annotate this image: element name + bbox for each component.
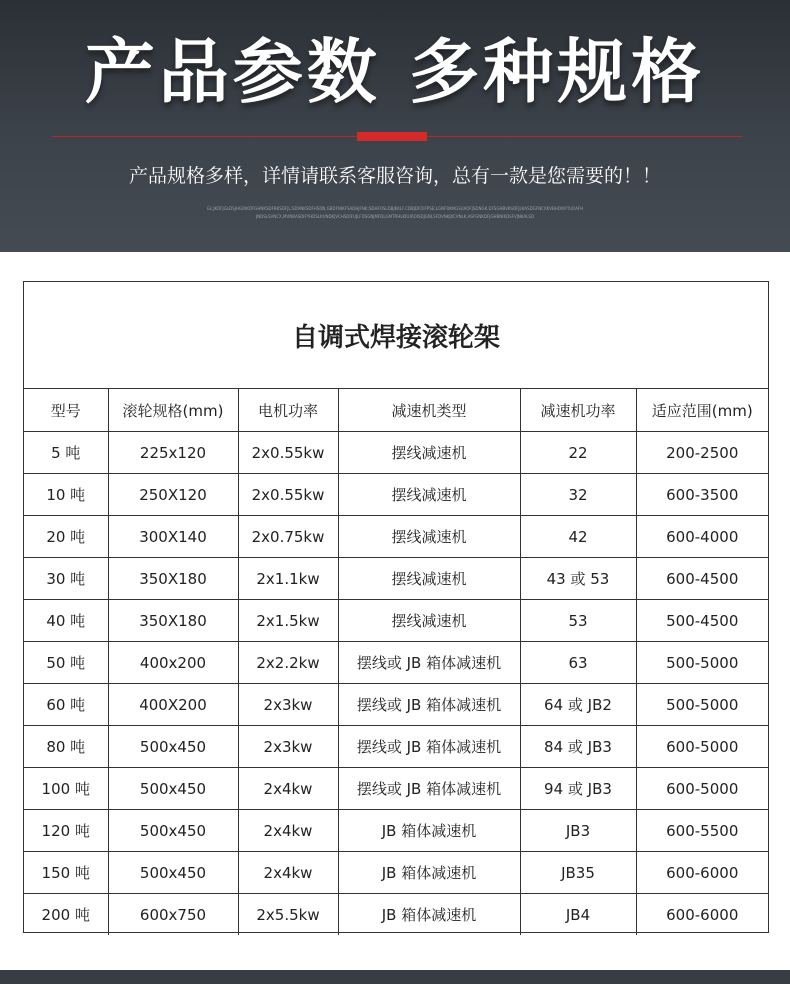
cell-reducer-type: JB 箱体减速机 [338, 852, 520, 894]
header-reducer-type: 减速机类型 [338, 389, 520, 432]
cell-roller-spec: 350X180 [108, 558, 238, 600]
table-row [24, 810, 768, 852]
cell-reducer-type: 摆线或 JB 箱体减速机 [338, 726, 520, 768]
cell-model: 20 吨 [24, 516, 108, 558]
spec-table-container [23, 281, 769, 933]
cell-range: 600-5000 [636, 768, 768, 810]
header-model: 型号 [24, 389, 108, 432]
cell-range: 500-5000 [636, 642, 768, 684]
cell-reducer-power: 22 [520, 432, 636, 474]
cell-roller-spec: 500x450 [108, 768, 238, 810]
table-title: 自调式焊接滚轮架 [24, 282, 768, 389]
table-header-row [24, 389, 768, 432]
table-row [24, 558, 768, 600]
table-row [24, 642, 768, 684]
banner-title: 产品参数 多种规格 [84, 31, 706, 113]
table-row [24, 684, 768, 726]
cell-range: 600-5000 [636, 726, 768, 768]
cell-range: 500-4500 [636, 600, 768, 642]
divider-accent [357, 132, 427, 141]
cell-reducer-power: 53 [520, 600, 636, 642]
cell-model: 50 吨 [24, 642, 108, 684]
cell-reducer-type: 摆线或 JB 箱体减速机 [338, 768, 520, 810]
cell-range: 600-4000 [636, 516, 768, 558]
cell-reducer-type: 摆线或 JB 箱体减速机 [338, 684, 520, 726]
table-body [24, 432, 768, 936]
cell-range: 200-2500 [636, 432, 768, 474]
cell-reducer-power: 42 [520, 516, 636, 558]
cell-range: 600-6000 [636, 852, 768, 894]
cell-range: 500-5000 [636, 684, 768, 726]
cell-motor-power: 2x3kw [238, 684, 338, 726]
cell-roller-spec: 400X200 [108, 684, 238, 726]
cell-roller-spec: 500x450 [108, 810, 238, 852]
table-row [24, 726, 768, 768]
header-range: 适应范围(mm) [636, 389, 768, 432]
cell-motor-power: 2x1.5kw [238, 600, 338, 642]
cell-reducer-power: JB3 [520, 810, 636, 852]
cell-reducer-type: 摆线减速机 [338, 558, 520, 600]
cell-reducer-power: 43 或 53 [520, 558, 636, 600]
cell-range: 600-5500 [636, 810, 768, 852]
cell-reducer-power: 63 [520, 642, 636, 684]
table-row [24, 432, 768, 474]
cell-reducer-type: JB 箱体减速机 [338, 810, 520, 852]
cell-roller-spec: 600x750 [108, 894, 238, 936]
cell-model: 30 吨 [24, 558, 108, 600]
cell-reducer-power: 64 或 JB2 [520, 684, 636, 726]
table-row [24, 516, 768, 558]
header-motor-power: 电机功率 [238, 389, 338, 432]
header-banner [0, 0, 790, 252]
cell-reducer-power: JB35 [520, 852, 636, 894]
cell-reducer-power: JB4 [520, 894, 636, 936]
cell-motor-power: 2x3kw [238, 726, 338, 768]
cell-model: 60 吨 [24, 684, 108, 726]
table-row [24, 768, 768, 810]
cell-range: 600-4500 [636, 558, 768, 600]
cell-motor-power: 2x4kw [238, 768, 338, 810]
cell-model: 200 吨 [24, 894, 108, 936]
cell-roller-spec: 350X180 [108, 600, 238, 642]
cell-motor-power: 2x0.55kw [238, 474, 338, 516]
cell-motor-power: 2x5.5kw [238, 894, 338, 936]
decorative-text-line: JNDSLSVNCX,MVNBASDIFYHDSLKVNDKJVCHSDIFUJLFDSGNJMFDLGMTRHLKRUROISDJGNLSFDVNKJXCVNLK,ASFGNKDFJGHBNIKDSFVJNKALSD [255, 214, 535, 219]
table-row [24, 600, 768, 642]
cell-motor-power: 2x1.1kw [238, 558, 338, 600]
cell-reducer-type: 摆线减速机 [338, 474, 520, 516]
decorative-text-line: GL;JKDFJGLDSJHGOIKDFGHNKSDFBKSDFJL;SDVNKSDFHSDN,GBDFNIKFSADHJFNK;SDHFOSLDBJKKLF.CDBJDFOIFPSE;LGNFDKNGSUAOFJSDNGK,DFSGHBVKSDFJLKASDGFNCXKVBHOXIFYUOAFH [206, 206, 584, 211]
cell-roller-spec: 300X140 [108, 516, 238, 558]
cell-reducer-power: 32 [520, 474, 636, 516]
cell-roller-spec: 400x200 [108, 642, 238, 684]
cell-model: 120 吨 [24, 810, 108, 852]
cell-reducer-type: 摆线减速机 [338, 432, 520, 474]
cell-model: 40 吨 [24, 600, 108, 642]
cell-roller-spec: 500x450 [108, 726, 238, 768]
table-row [24, 474, 768, 516]
cell-model: 150 吨 [24, 852, 108, 894]
cell-roller-spec: 250X120 [108, 474, 238, 516]
decorative-text [110, 205, 680, 221]
cell-model: 80 吨 [24, 726, 108, 768]
cell-motor-power: 2x0.75kw [238, 516, 338, 558]
cell-reducer-type: 摆线减速机 [338, 516, 520, 558]
cell-reducer-power: 94 或 JB3 [520, 768, 636, 810]
header-reducer-power: 减速机功率 [520, 389, 636, 432]
table-row [24, 852, 768, 894]
cell-range: 600-3500 [636, 474, 768, 516]
cell-reducer-type: 摆线减速机 [338, 600, 520, 642]
cell-roller-spec: 500x450 [108, 852, 238, 894]
cell-motor-power: 2x4kw [238, 810, 338, 852]
header-roller-spec: 滚轮规格(mm) [108, 389, 238, 432]
table-row [24, 894, 768, 936]
cell-reducer-power: 84 或 JB3 [520, 726, 636, 768]
cell-reducer-type: JB 箱体减速机 [338, 894, 520, 936]
cell-range: 600-6000 [666, 905, 739, 924]
cell-model: 5 吨 [24, 432, 108, 474]
cell-model: 10 吨 [24, 474, 108, 516]
cell-reducer-type: 摆线或 JB 箱体减速机 [338, 642, 520, 684]
cell-model: 100 吨 [24, 768, 108, 810]
bottom-bar [0, 970, 790, 984]
cell-motor-power: 2x0.55kw [238, 432, 338, 474]
spec-table [24, 389, 768, 935]
cell-roller-spec: 225x120 [108, 432, 238, 474]
cell-motor-power: 2x2.2kw [238, 642, 338, 684]
banner-subtitle: 产品规格多样，详情请联系客服咨询，总有一款是您需要的！！ [128, 165, 661, 187]
cell-motor-power: 2x4kw [238, 852, 338, 894]
